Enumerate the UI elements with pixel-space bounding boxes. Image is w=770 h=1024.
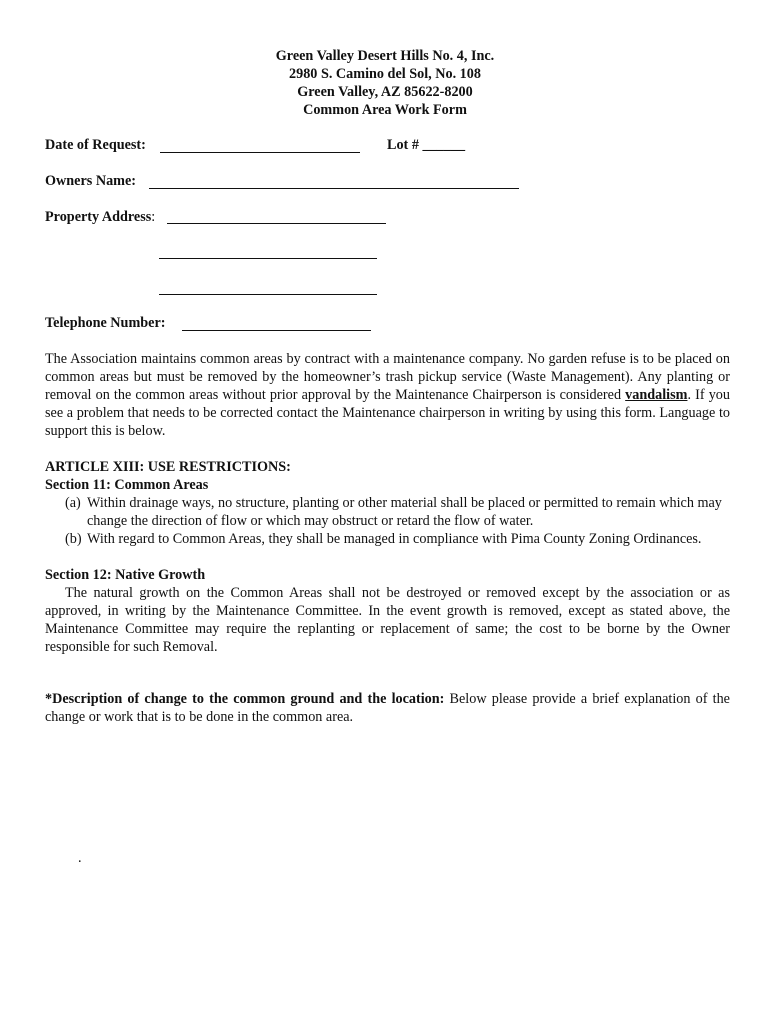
property-address-label: Property Address: xyxy=(45,209,156,225)
street-address: 2980 S. Camino del Sol, No. 108 xyxy=(289,66,481,82)
telephone-number-field[interactable] xyxy=(182,330,371,331)
form-header xyxy=(0,47,770,119)
telephone-number-label: Telephone Number: xyxy=(45,315,166,331)
article-title: ARTICLE XIII: USE RESTRICTIONS: xyxy=(45,459,291,475)
item-a-marker: (a) xyxy=(65,495,81,511)
lot-number-label: Lot # ______ xyxy=(387,137,466,153)
description-instructions: *Description of change to the common ground and the location: Below please provide a brief explanation of the change or work that is to be done in the common area. xyxy=(45,691,730,725)
date-of-request-field[interactable] xyxy=(160,152,360,153)
property-address-field-3[interactable] xyxy=(159,294,377,295)
vandalism-term: vandalism xyxy=(625,387,688,403)
section-12-text: The natural growth on the Common Areas shall not be destroyed or removed except by the association or as approved, in writing by the Maintenance Committee. In the event growth is removed, except as stated above, the Maintenance Committee may require the replanting or replacement of same; the cost to be borne by the Owner responsible for such Removal. xyxy=(45,585,730,655)
property-address-field-2[interactable] xyxy=(159,258,377,259)
section-11-item-a xyxy=(65,494,725,530)
city-state-zip: Green Valley, AZ 85622-8200 xyxy=(297,84,473,100)
item-a-text: Within drainage ways, no structure, planting or other material shall be placed or permitted to remain which may change the direction of flow or which may obstruct or retard the flow of water. xyxy=(87,495,722,529)
form-title: Common Area Work Form xyxy=(303,102,467,118)
description-heading: *Description of change to the common ground and the location: xyxy=(45,691,445,707)
section-12-heading: Section 12: Native Growth xyxy=(45,567,206,583)
property-address-field-1[interactable] xyxy=(167,223,386,224)
section-11-heading: Section 11: Common Areas xyxy=(45,477,209,493)
owners-name-label: Owners Name: xyxy=(45,173,137,189)
association-name: Green Valley Desert Hills No. 4, Inc. xyxy=(275,48,495,64)
section-11-item-b xyxy=(65,530,725,548)
item-b-marker: (b) xyxy=(65,531,82,547)
date-of-request-label: Date of Request: xyxy=(45,137,146,153)
item-b-text: With regard to Common Areas, they shall be managed in compliance with Pima County Zoning Ordinances. xyxy=(87,531,702,547)
owners-name-field[interactable] xyxy=(149,188,519,189)
intro-paragraph: The Association maintains common areas by contract with a maintenance company. No garden refuse is to be placed on common areas but must be removed by the homeowner’s trash pickup service (Waste Management). Any planting or removal on the common areas without prior approval by the Maintenance Chairperson is considered vandalism. If you see a problem that needs to be corrected contact the Maintenance chairperson in writing by using this form. Language to support this is below. xyxy=(45,351,730,439)
stray-mark: . xyxy=(78,850,82,866)
